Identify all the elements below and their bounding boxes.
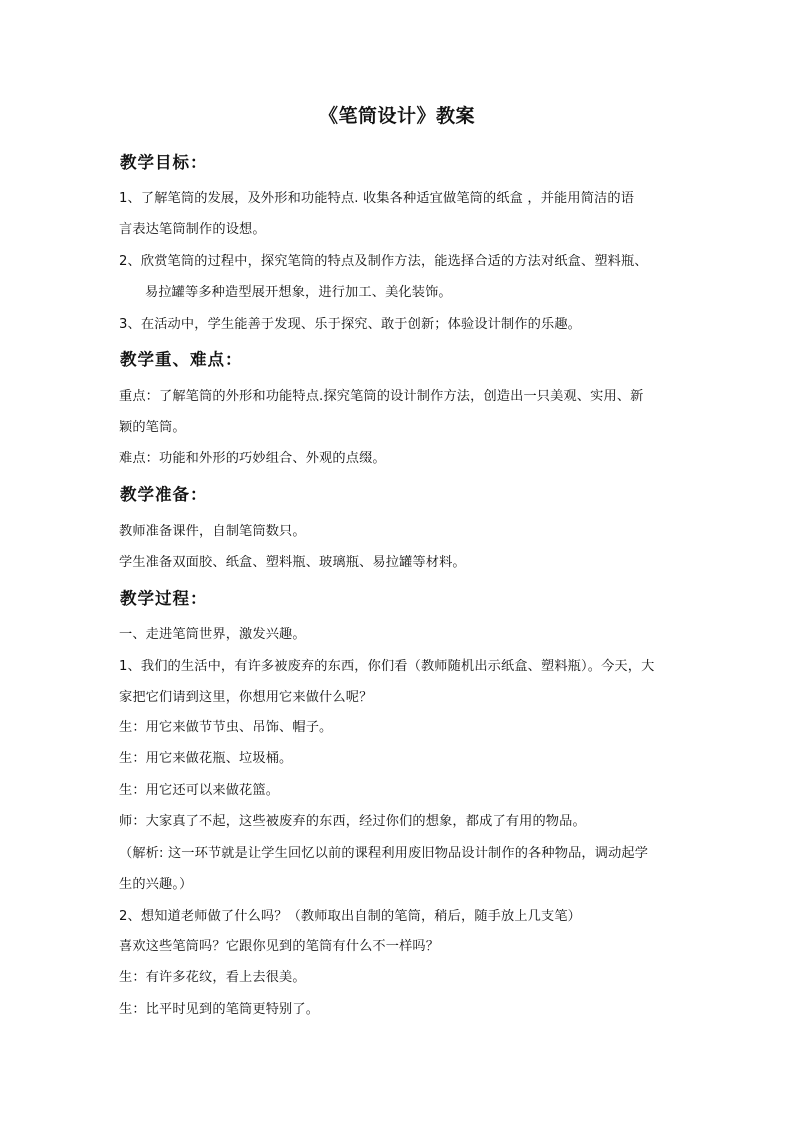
key-point-line-1: 重点：了解笔筒的外形和功能特点.探究笔筒的设计制作方法，创造出一只美观、实用、新	[119, 389, 644, 404]
process-line-4: 生：用它来做节节虫、吊饰、帽子。	[119, 720, 333, 735]
process-line-3: 家把它们请到这里，你想用它来做什么呢？	[119, 690, 373, 705]
difficulty-line: 难点：功能和外形的巧妙组合、外观的点缀。	[119, 451, 386, 466]
key-point-line-1-cont: 颖的笔筒。	[119, 420, 186, 435]
process-line-11: 喜欢这些笔筒吗？它跟你见到的笔筒有什么不一样吗？	[119, 939, 440, 954]
section-heading-objectives: 教学目标：	[120, 153, 208, 172]
process-line-2: 1、我们的生活中，有许多被废弃的东西，你们看（教师随机出示纸盒、塑料瓶）。今天，大	[119, 659, 655, 674]
section-heading-process: 教学过程：	[120, 589, 208, 608]
objective-line-3: 3、在活动中，学生能善于发现、乐于探究、敢于创新；体验设计制作的乐趣。	[119, 317, 582, 332]
process-line-8: （解析: 这一环节就是让学生回忆以前的课程利用废旧物品设计制作的各种物品，调动起学	[119, 846, 649, 861]
objective-line-2-cont: 易拉罐等多种造型展开想象，进行加工、美化装饰。	[145, 285, 452, 300]
objective-line-2: 2、欣赏笔筒的过程中，探究笔筒的特点及制作方法，能选择合适的方法对纸盒、塑料瓶、	[119, 254, 648, 269]
preparation-line-1: 教师准备课件，自制笔筒数只。	[119, 524, 306, 539]
section-heading-preparation: 教学准备：	[120, 485, 208, 504]
objective-line-1: 1、了解笔筒的发展，及外形和功能特点. 收集各种适宜做笔筒的纸盒 ，并能用简洁的语	[119, 191, 635, 206]
process-line-6: 生：用它还可以来做花篮。	[119, 783, 280, 798]
objective-line-1-cont: 言表达笔筒制作的设想。	[119, 222, 266, 237]
process-line-7: 师：大家真了不起，这些被废弃的东西，经过你们的想象，都成了有用的物品。	[119, 814, 586, 829]
process-line-12: 生：有许多花纹，看上去很美。	[119, 970, 306, 985]
process-line-5: 生：用它来做花瓶、垃圾桶。	[119, 751, 293, 766]
preparation-line-2: 学生准备双面胶、纸盒、塑料瓶、玻璃瓶、易拉罐等材料。	[119, 555, 466, 570]
section-heading-key-points: 教学重、难点：	[120, 350, 243, 369]
process-line-13: 生：比平时见到的笔筒更特别了。	[119, 1002, 320, 1017]
process-line-1: 一、走进笔筒世界，激发兴趣。	[119, 627, 306, 642]
process-line-9: 生的兴趣。）	[119, 877, 193, 892]
document-title: 《笔筒设计》教案	[318, 105, 475, 127]
process-line-10: 2、想知道老师做了什么吗？（教师取出自制的笔筒，稍后，随手放上几支笔）	[119, 909, 582, 924]
